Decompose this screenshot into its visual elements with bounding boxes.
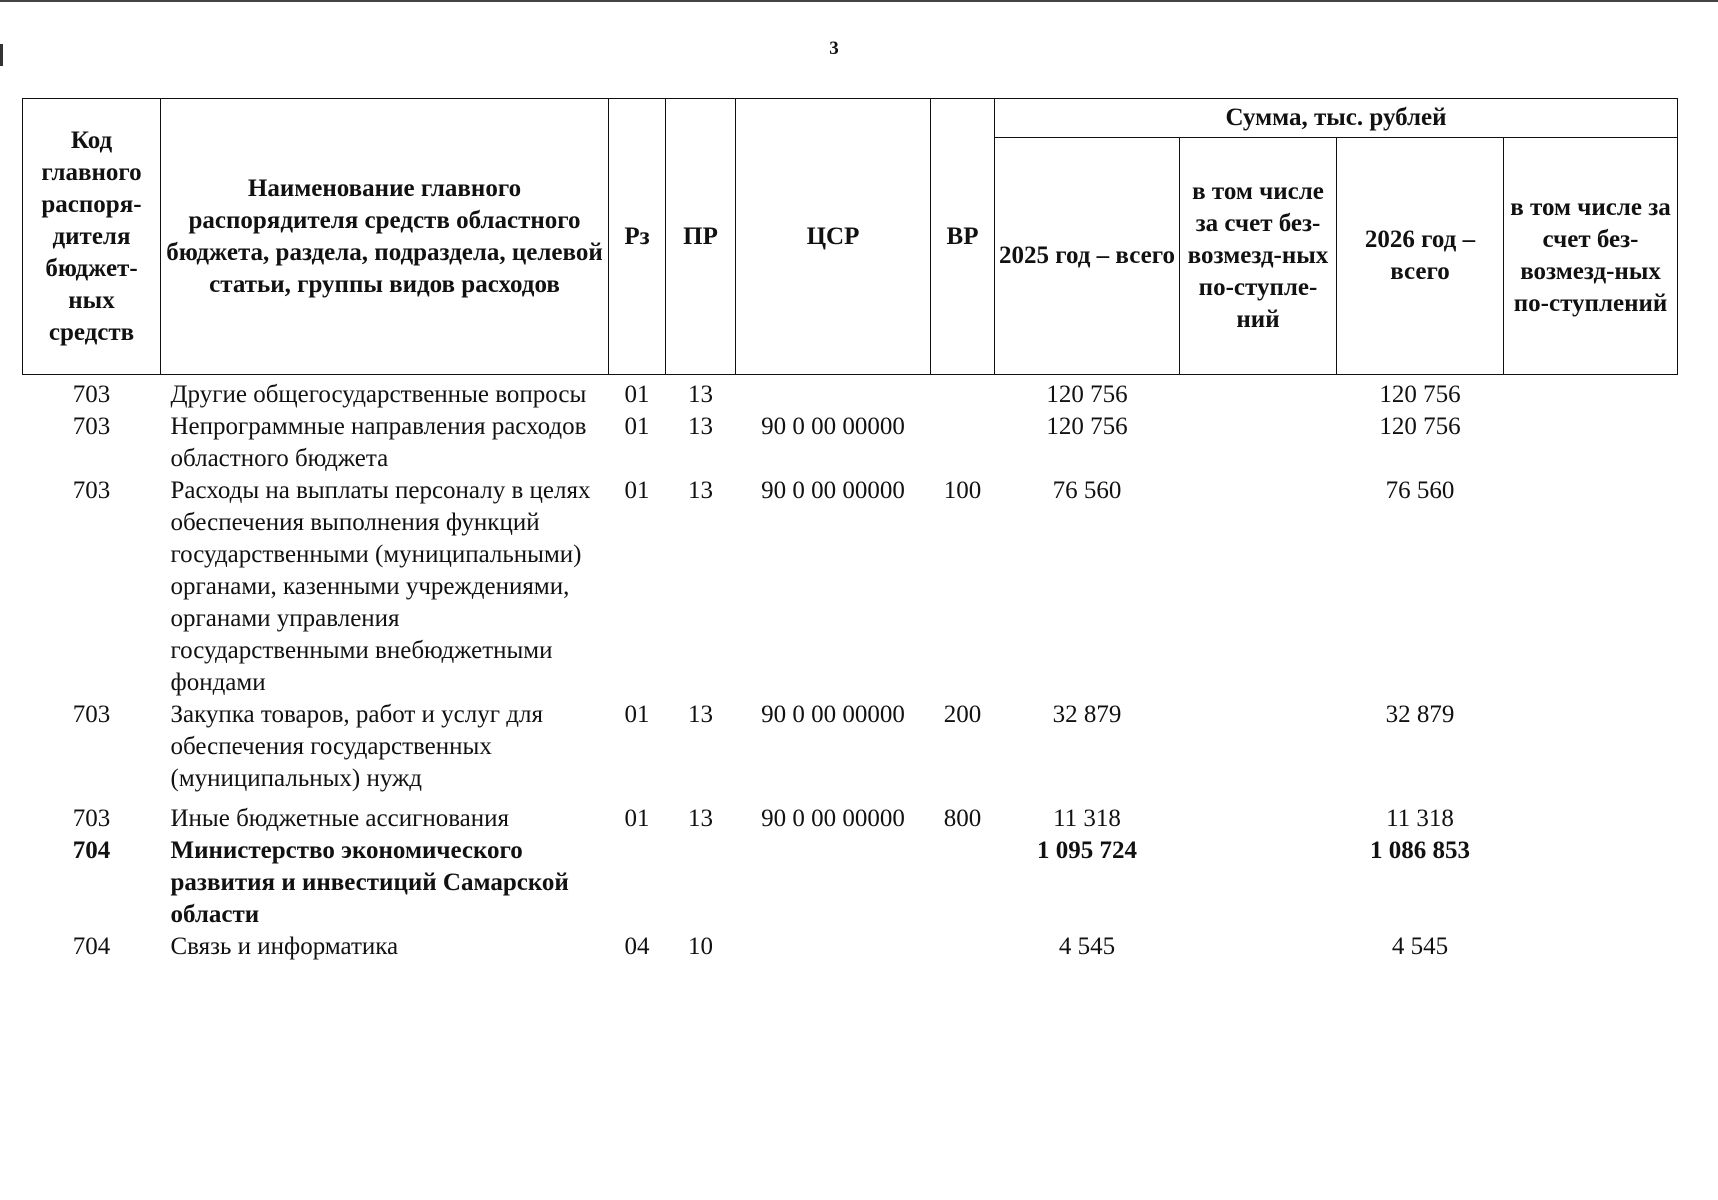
scan-top-edge [0, 0, 1718, 2]
row-vr [931, 931, 995, 963]
row-pr: 13 [688, 701, 713, 728]
row-code: 704 [72, 837, 111, 864]
row-code: 703 [72, 701, 111, 728]
row-2025-total: 4 545 [1058, 933, 1116, 960]
row-2025-total: 76 560 [1052, 477, 1122, 504]
row-2026-total: 4 545 [1391, 933, 1449, 960]
header-sum-group: Сумма, тыс. рублей [995, 99, 1678, 138]
row-2026-free [1504, 375, 1678, 412]
table-row [23, 699, 1678, 795]
table-row [23, 795, 1678, 835]
row-2026-free [1504, 475, 1678, 699]
row-code: 703 [72, 413, 111, 440]
table-body [23, 375, 1678, 964]
row-pr: 13 [688, 477, 713, 504]
page-number: 3 [829, 38, 839, 59]
row-rz: 01 [624, 701, 650, 728]
row-2026-free [1504, 411, 1678, 475]
row-name: Другие общегосударственные вопросы [170, 381, 587, 408]
budget-table [22, 98, 1678, 963]
row-name: Министерство экономического развития и инвестиций Самарской области [170, 837, 569, 928]
header-vr: ВР [931, 99, 995, 375]
row-2025-free [1180, 699, 1337, 795]
row-2026-total: 120 756 [1379, 381, 1461, 408]
header-2025-total: 2025 год – всего [995, 138, 1180, 375]
row-csr [736, 835, 931, 931]
header-code: Код главного распоря-дителя бюджет-ных средств [23, 99, 161, 375]
row-rz: 01 [624, 477, 650, 504]
row-2026-total: 76 560 [1385, 477, 1455, 504]
row-pr [666, 835, 736, 931]
header-name: Наименование главного распорядителя средств областного бюджета, раздела, подраздела, целевой статьи, группы видов расходов [161, 99, 609, 375]
row-2026-total: 11 318 [1386, 805, 1454, 832]
header-rz: Рз [609, 99, 666, 375]
row-rz: 01 [624, 413, 650, 440]
row-2025-total: 1 095 724 [1037, 837, 1137, 864]
table-header-row [23, 99, 1678, 138]
row-2025-total: 32 879 [1052, 701, 1122, 728]
row-pr: 13 [688, 805, 713, 832]
header-csr: ЦСР [736, 99, 931, 375]
row-code: 703 [72, 381, 111, 408]
row-vr: 200 [943, 701, 982, 728]
row-2025-total: 120 756 [1046, 413, 1128, 440]
row-pr: 13 [688, 413, 713, 440]
row-2025-free [1180, 411, 1337, 475]
row-pr: 10 [688, 933, 713, 960]
row-2026-free [1504, 835, 1678, 931]
table-row [23, 931, 1678, 963]
row-2025-free [1180, 835, 1337, 931]
table-row [23, 375, 1678, 412]
table-row [23, 411, 1678, 475]
header-pr: ПР [666, 99, 736, 375]
row-2026-total: 32 879 [1385, 701, 1455, 728]
row-vr [931, 375, 995, 412]
row-code: 703 [72, 477, 111, 504]
row-name: Иные бюджетные ассигнования [170, 805, 510, 832]
row-csr: 90 0 00 00000 [761, 701, 905, 728]
row-vr [931, 411, 995, 475]
row-csr: 90 0 00 00000 [761, 477, 905, 504]
row-2026-total: 120 756 [1379, 413, 1461, 440]
row-code: 704 [72, 933, 111, 960]
row-name: Непрограммные направления расходов областного бюджета [170, 413, 587, 472]
table-row [23, 475, 1678, 699]
row-2026-total: 1 086 853 [1370, 837, 1470, 864]
row-rz: 04 [624, 933, 650, 960]
row-2025-free [1180, 375, 1337, 412]
header-2026-free: в том числе за счет без-возмезд-ных по-ступлений [1504, 138, 1678, 375]
row-2025-free [1180, 475, 1337, 699]
row-name: Закупка товаров, работ и услуг для обеспечения государственных (муниципальных) нужд [170, 701, 543, 792]
row-code: 703 [72, 805, 111, 832]
row-name: Расходы на выплаты персоналу в целях обеспечения выполнения функций государственными (муниципальными) органами, казенными учреждениями, органами управления государственными внебюджетными фондами [170, 477, 591, 696]
row-rz: 01 [624, 381, 650, 408]
row-vr: 100 [943, 477, 982, 504]
header-2026-total: 2026 год – всего [1337, 138, 1504, 375]
row-2025-free [1180, 795, 1337, 835]
row-csr [736, 375, 931, 412]
row-vr [931, 835, 995, 931]
row-2026-free [1504, 931, 1678, 963]
row-name: Связь и информатика [170, 933, 399, 960]
row-2026-free [1504, 699, 1678, 795]
header-2025-free: в том числе за счет без-возмезд-ных по-ступле-ний [1180, 138, 1337, 375]
row-2025-total: 120 756 [1046, 381, 1128, 408]
row-vr: 800 [943, 805, 982, 832]
row-2026-free [1504, 795, 1678, 835]
row-csr: 90 0 00 00000 [761, 413, 905, 440]
row-rz: 01 [624, 805, 650, 832]
table-row [23, 835, 1678, 931]
row-rz [609, 835, 666, 931]
row-csr: 90 0 00 00000 [761, 805, 905, 832]
row-2025-free [1180, 931, 1337, 963]
row-csr [736, 931, 931, 963]
row-pr: 13 [688, 381, 713, 408]
row-2025-total: 11 318 [1053, 805, 1121, 832]
